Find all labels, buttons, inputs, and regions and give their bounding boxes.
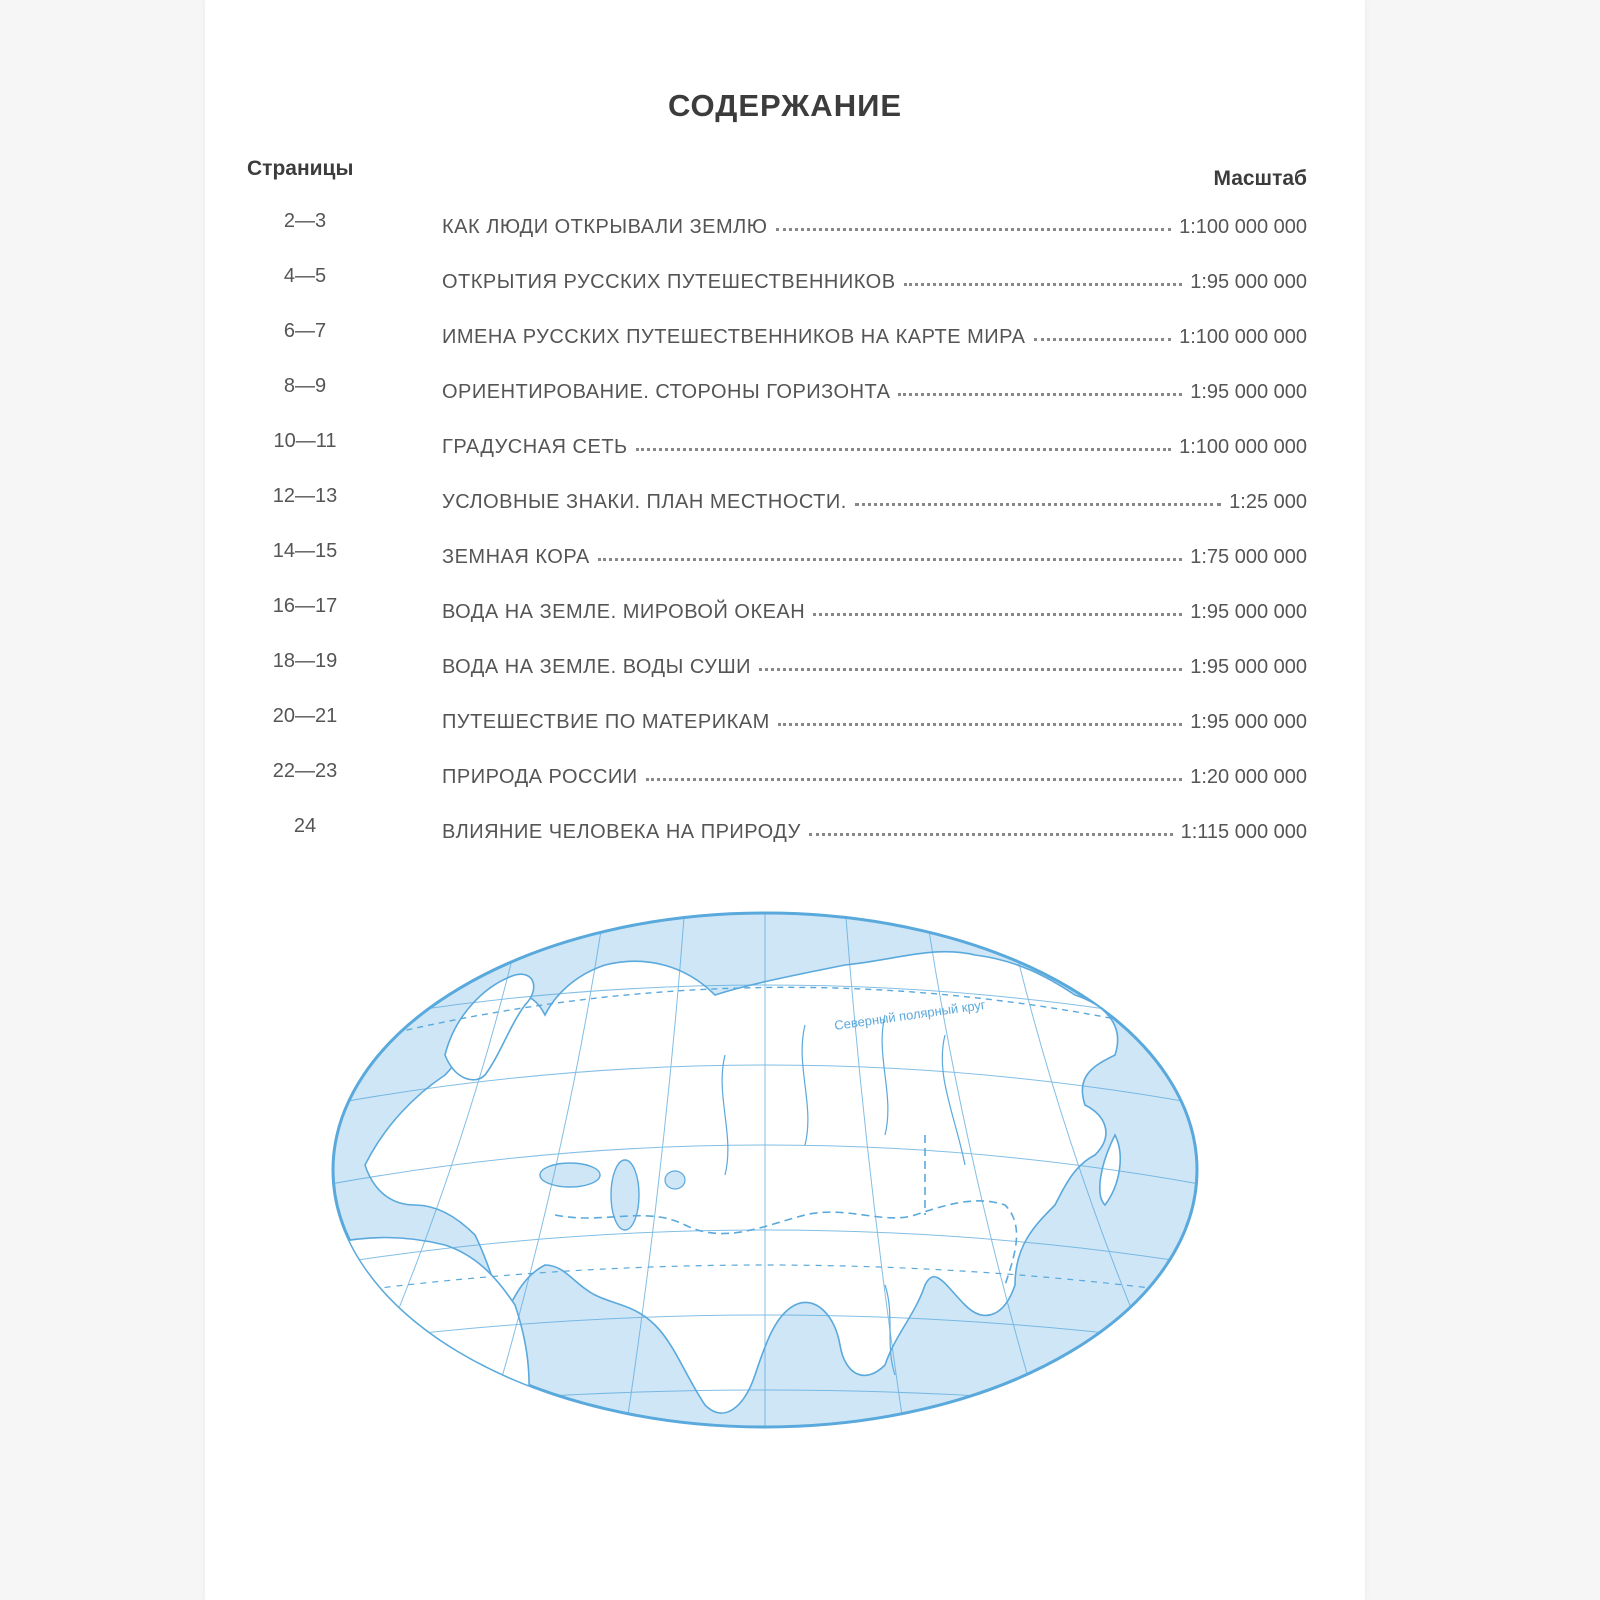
pages-column-header: Страницы [247, 157, 354, 180]
toc-entry[interactable] [205, 701, 1365, 756]
leader-dots [778, 705, 1182, 726]
map-aral-sea [665, 1171, 685, 1189]
toc-scale: 1:100 000 000 [1179, 216, 1307, 238]
toc-pages: 18—19 [272, 650, 338, 672]
map-black-sea [540, 1163, 600, 1187]
toc-pages: 22—23 [272, 760, 338, 782]
table-of-contents [205, 206, 1365, 866]
toc-scale: 1:100 000 000 [1179, 436, 1307, 458]
toc-entry[interactable] [205, 646, 1365, 701]
toc-title: ЗЕМНАЯ КОРА [442, 546, 590, 568]
toc-title: ГРАДУСНАЯ СЕТЬ [442, 436, 628, 458]
toc-title: ВОДА НА ЗЕМЛЕ. ВОДЫ СУШИ [442, 656, 752, 678]
toc-entry[interactable] [205, 206, 1365, 261]
toc-entry[interactable] [205, 536, 1365, 591]
toc-entry[interactable] [205, 591, 1365, 646]
toc-title: УСЛОВНЫЕ ЗНАКИ. ПЛАН МЕСТНОСТИ. [442, 491, 847, 513]
toc-title: ОРИЕНТИРОВАНИЕ. СТОРОНЫ ГОРИЗОНТА [442, 381, 891, 403]
toc-scale: 1:95 000 000 [1190, 711, 1307, 733]
eurasia-outline-map [325, 905, 1205, 1435]
leader-dots [904, 265, 1183, 286]
toc-pages: 4—5 [283, 265, 327, 287]
toc-entry[interactable] [205, 756, 1365, 811]
toc-scale: 1:20 000 000 [1190, 766, 1307, 788]
arctic-circle-label: Северный полярный круг [833, 996, 987, 1033]
toc-scale: 1:95 000 000 [1190, 601, 1307, 623]
toc-title: ОТКРЫТИЯ РУССКИХ ПУТЕШЕСТВЕННИКОВ [442, 271, 896, 293]
toc-entry[interactable] [205, 811, 1365, 866]
leader-dots [759, 650, 1182, 671]
leader-dots [776, 210, 1172, 231]
document-page [205, 0, 1365, 1600]
map-caspian-sea [611, 1160, 639, 1230]
toc-scale: 1:115 000 000 [1180, 821, 1307, 843]
toc-entry[interactable] [205, 426, 1365, 481]
leader-dots [855, 485, 1221, 506]
toc-pages: 6—7 [283, 320, 327, 342]
toc-pages: 14—15 [272, 540, 338, 562]
leader-dots [809, 815, 1173, 836]
toc-scale: 1:25 000 [1229, 491, 1307, 513]
toc-title: ИМЕНА РУССКИХ ПУТЕШЕСТВЕННИКОВ НА КАРТЕ МИРА [442, 326, 1026, 348]
page-title: СОДЕРЖАНИЕ [667, 88, 903, 123]
toc-pages: 2—3 [283, 210, 327, 232]
toc-pages: 10—11 [273, 430, 337, 452]
toc-scale: 1:75 000 000 [1190, 546, 1307, 568]
toc-scale: 1:100 000 000 [1179, 326, 1307, 348]
leader-dots [646, 760, 1183, 781]
toc-title: КАК ЛЮДИ ОТКРЫВАЛИ ЗЕМЛЮ [442, 216, 768, 238]
toc-pages: 20—21 [272, 705, 338, 727]
toc-entry[interactable] [205, 481, 1365, 536]
toc-scale: 1:95 000 000 [1190, 381, 1307, 403]
toc-title: ПУТЕШЕСТВИЕ ПО МАТЕРИКАМ [442, 711, 770, 733]
toc-pages: 24 [293, 815, 317, 837]
toc-pages: 12—13 [272, 485, 338, 507]
leader-dots [1034, 320, 1172, 341]
toc-pages: 8—9 [283, 375, 327, 397]
toc-scale: 1:95 000 000 [1190, 271, 1307, 293]
toc-entry[interactable] [205, 371, 1365, 426]
leader-dots [898, 375, 1182, 396]
toc-title: ПРИРОДА РОССИИ [442, 766, 638, 788]
leader-dots [636, 430, 1171, 451]
leader-dots [598, 540, 1183, 561]
leader-dots [813, 595, 1182, 616]
toc-scale: 1:95 000 000 [1190, 656, 1307, 678]
toc-title: ВОДА НА ЗЕМЛЕ. МИРОВОЙ ОКЕАН [442, 601, 806, 623]
toc-pages: 16—17 [272, 595, 338, 617]
scale-column-header: Масштаб [1213, 167, 1307, 190]
toc-title: ВЛИЯНИЕ ЧЕЛОВЕКА НА ПРИРОДУ [442, 821, 801, 843]
toc-entry[interactable] [205, 261, 1365, 316]
toc-entry[interactable] [205, 316, 1365, 371]
